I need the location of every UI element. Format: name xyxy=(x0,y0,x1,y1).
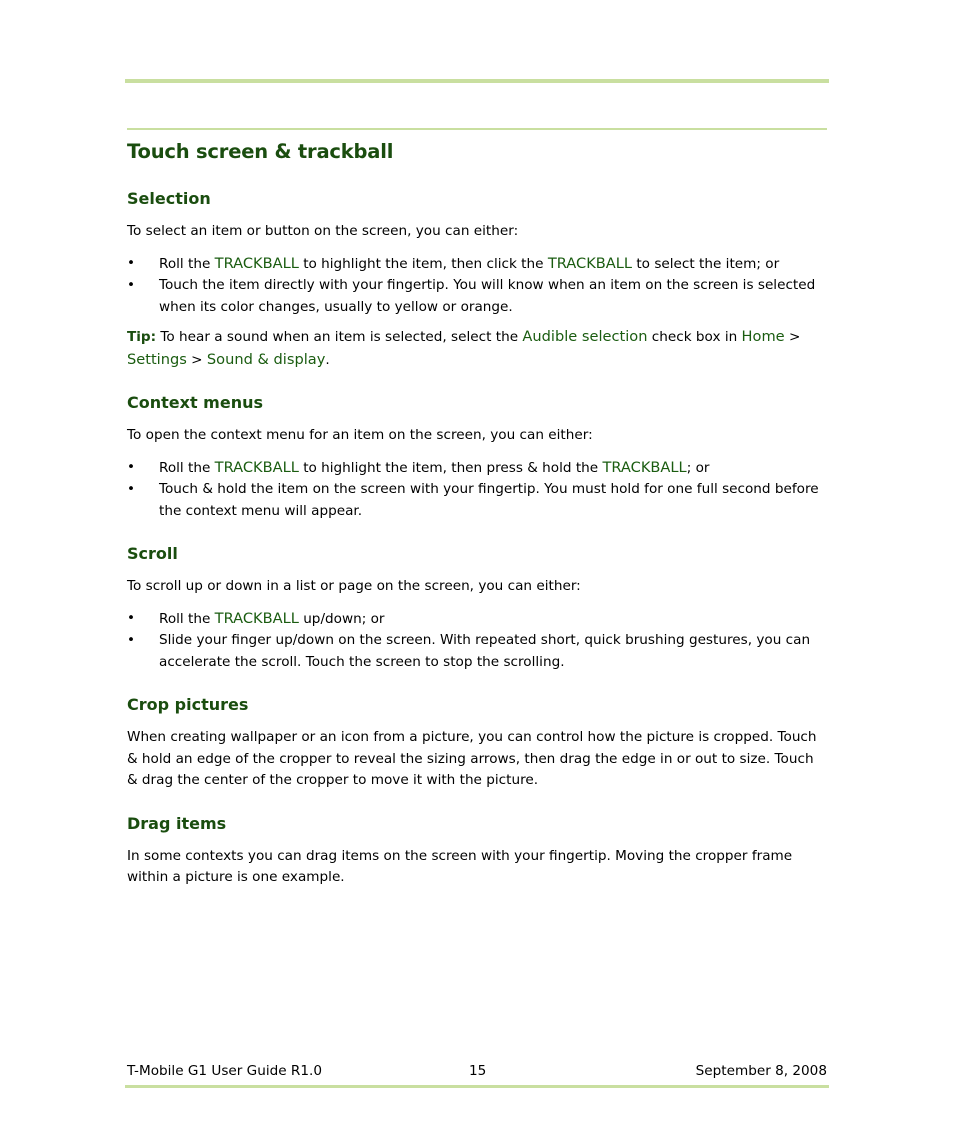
section-heading: Selection xyxy=(127,189,211,208)
footer-doc-title: T-Mobile G1 User Guide R1.0 xyxy=(127,1063,322,1079)
sound-display-keyword: Sound & display xyxy=(206,350,326,368)
section-intro: To select an item or button on the screen, you can either: xyxy=(127,223,519,239)
title-rule xyxy=(127,128,827,130)
section-heading: Scroll xyxy=(127,544,178,563)
list-item: • Roll the TRACKBALL to highlight the item, then press & hold the TRACKBALL; or xyxy=(127,457,827,480)
trackball-keyword: TRACKBALL xyxy=(547,254,633,272)
bullet-list xyxy=(127,253,827,319)
tip-paragraph: Tip: To hear a sound when an item is selected, select the Audible selection check box in Home > Settings > Sound & display. xyxy=(127,328,801,368)
trackball-keyword: TRACKBALL xyxy=(602,458,687,476)
home-keyword: Home xyxy=(741,328,785,345)
bullet-icon: • xyxy=(127,277,136,293)
section-intro: To open the context menu for an item on the screen, you can either: xyxy=(127,427,593,443)
section-body: In some contexts you can drag items on the screen with your fingertip. Moving the cropper frame within a picture is one example. xyxy=(127,847,793,885)
list-item: • Touch & hold the item on the screen with your fingertip. You must hold for one full second before the context menu will appear. xyxy=(127,481,819,519)
page-footer xyxy=(127,1063,827,1081)
bullet-icon: • xyxy=(127,481,136,497)
list-item: • Slide your finger up/down on the screen. With repeated short, quick brushing gestures, you can accelerate the scroll. Touch the screen to stop the scrolling. xyxy=(127,632,811,670)
bullet-icon: • xyxy=(127,254,136,271)
trackball-keyword: TRACKBALL xyxy=(214,609,299,627)
bullet-list xyxy=(127,457,827,523)
page-number: 15 xyxy=(469,1063,487,1079)
section-crop-pictures xyxy=(127,695,827,792)
page-content xyxy=(127,140,827,899)
section-heading: Drag items xyxy=(127,813,227,833)
section-body: When creating wallpaper or an icon from a picture, you can control how the picture is cropped. Touch & hold an edge of the cropper to reveal the sizing arrows, then drag the edge in or out to size. Touch & drag the center of the cropper to move it with the picture. xyxy=(127,729,817,788)
section-selection xyxy=(127,189,827,371)
trackball-keyword: TRACKBALL xyxy=(214,254,299,272)
trackball-keyword: TRACKBALL xyxy=(214,458,299,476)
bottom-rule xyxy=(125,1085,829,1088)
list-item: • Roll the TRACKBALL to highlight the item, then click the TRACKBALL to select the item; or xyxy=(127,253,827,276)
list-item: • Touch the item directly with your fingertip. You will know when an item on the screen is selected when its color changes, usually to yellow or orange. xyxy=(127,277,816,315)
top-rule xyxy=(125,79,829,83)
bullet-icon: • xyxy=(127,609,136,626)
footer-date: September 8, 2008 xyxy=(695,1063,827,1079)
list-item: • Roll the TRACKBALL up/down; or xyxy=(127,608,827,631)
section-context-menus xyxy=(127,393,827,522)
settings-keyword: Settings xyxy=(127,350,187,368)
audible-selection-keyword: Audible selection xyxy=(522,328,648,345)
section-intro: To scroll up or down in a list or page on the screen, you can either: xyxy=(127,578,581,594)
tip-label: Tip: xyxy=(127,329,157,345)
bullet-list xyxy=(127,608,827,674)
section-heading: Crop pictures xyxy=(127,695,249,714)
bullet-icon: • xyxy=(127,458,136,475)
section-heading: Context menus xyxy=(127,393,263,412)
page-title: Touch screen & trackball xyxy=(127,140,394,163)
section-drag-items xyxy=(127,814,827,889)
bullet-icon: • xyxy=(127,632,136,648)
section-scroll xyxy=(127,544,827,673)
